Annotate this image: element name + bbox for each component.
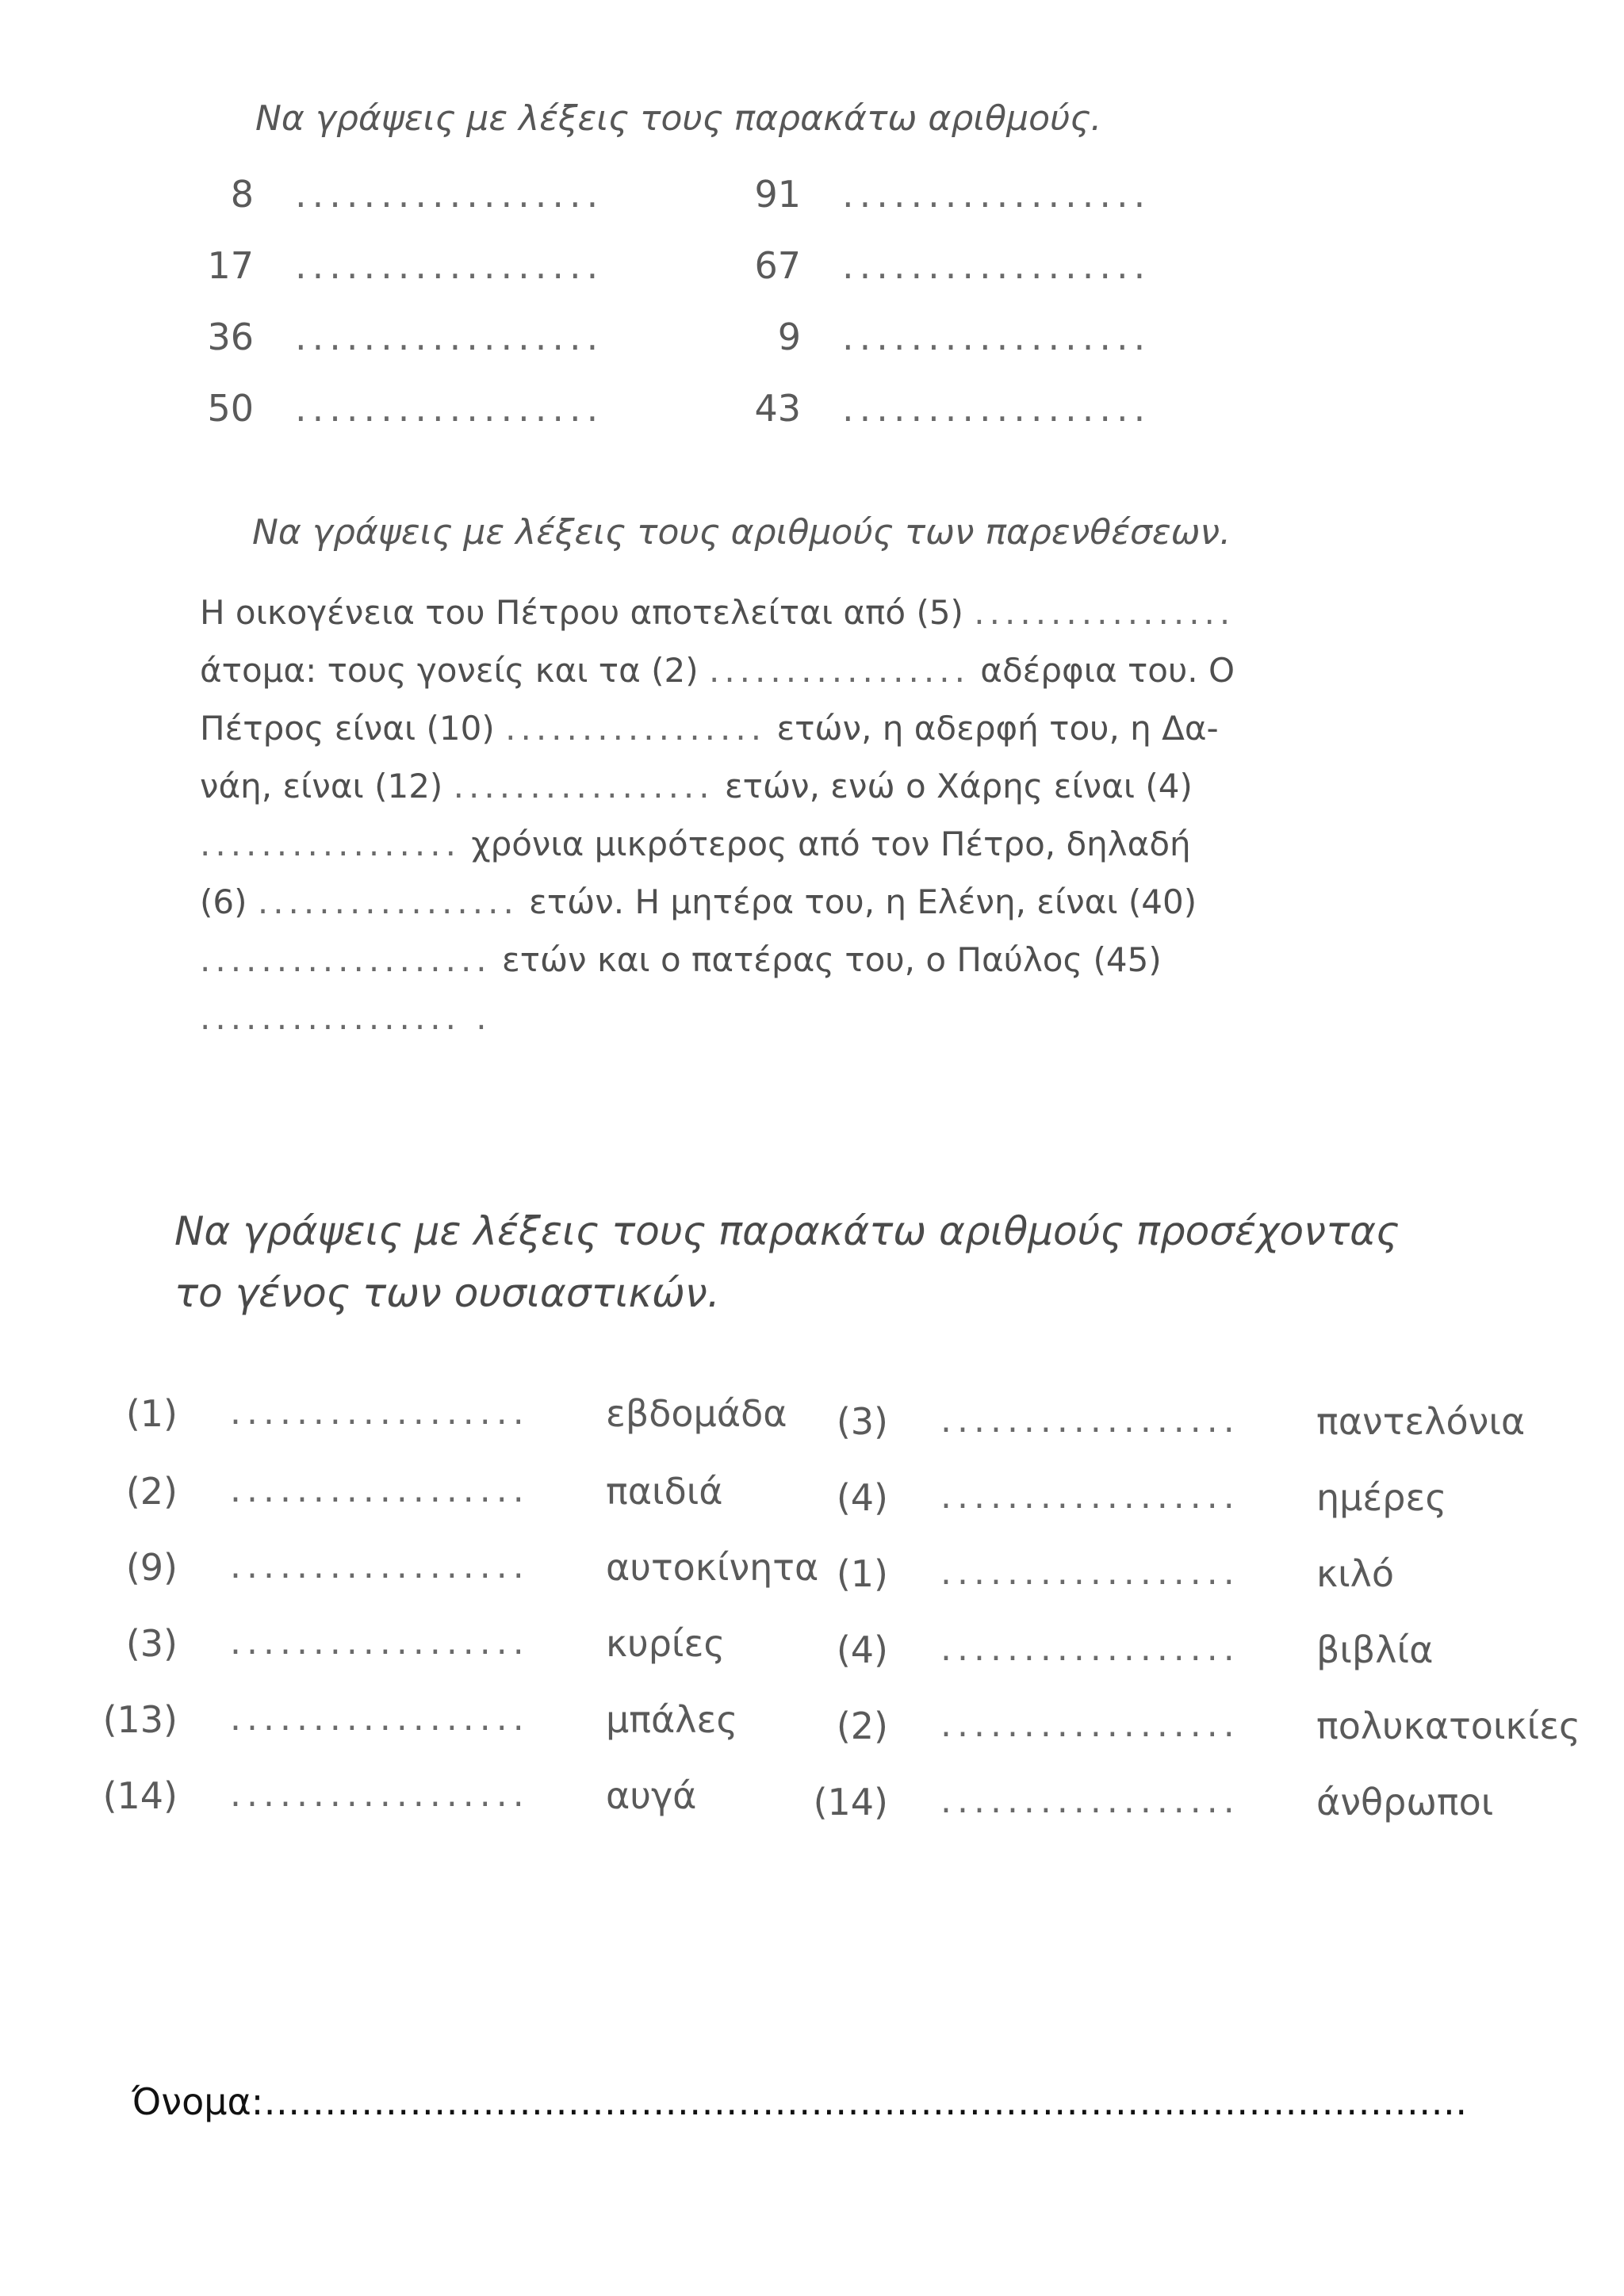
section1-instruction: Να γράψεις με λέξεις τους παρακάτω αριθμούς. [255, 98, 1102, 139]
count-left-4: (3) [125, 1622, 178, 1665]
name-label: Όνομα: [132, 2080, 264, 2123]
paragraph-text: χρόνια μικρότερος από τον Πέτρο, δηλαδή [460, 825, 1191, 863]
paragraph-line [200, 709, 1219, 748]
answer-line-right-1[interactable]: .................. [842, 173, 1151, 216]
count-right-3: (1) [836, 1552, 888, 1595]
paragraph-text: άτομα: τους γονείς και τα (2) [200, 651, 709, 690]
paragraph-line [200, 940, 1162, 979]
answer-line-left-4[interactable]: .................. [230, 1622, 530, 1663]
paragraph-text: Η οικογένεια του Πέτρου αποτελείται από (5) [200, 593, 975, 632]
answer-blank[interactable]: ................. . [200, 998, 492, 1037]
answer-line-left-1[interactable]: .................. [295, 173, 604, 216]
answer-line-left-2[interactable]: .................. [295, 244, 604, 287]
paragraph-line [200, 825, 1191, 863]
number-right-3: 9 [777, 316, 801, 358]
answer-line-right-4[interactable]: .................. [842, 387, 1151, 430]
answer-line-right-3[interactable]: .................. [940, 1552, 1240, 1593]
answer-line-right-5[interactable]: .................. [940, 1705, 1240, 1745]
count-right-6: (14) [813, 1781, 888, 1823]
noun-left-4: κυρίες [606, 1622, 726, 1665]
answer-line-right-3[interactable]: .................. [842, 316, 1151, 358]
answer-line-left-3[interactable]: .................. [230, 1546, 530, 1586]
paragraph-text: (6) [200, 882, 258, 921]
answer-blank[interactable]: ................. [974, 593, 1235, 632]
noun-right-4: βιβλία [1316, 1628, 1434, 1671]
count-left-3: (9) [125, 1546, 178, 1589]
paragraph-text: νάη, είναι (12) [200, 767, 454, 806]
answer-line-right-1[interactable]: .................. [940, 1400, 1240, 1441]
paragraph-text: ετών, ενώ ο Χάρης είναι (4) [714, 767, 1193, 806]
paragraph-text: Πέτρος είναι (10) [200, 709, 506, 748]
paragraph-text: αδέρφια του. Ο [969, 651, 1235, 690]
answer-blank[interactable]: ................... [200, 940, 492, 979]
count-right-1: (3) [836, 1400, 888, 1443]
number-right-4: 43 [754, 387, 801, 430]
answer-line-right-2[interactable]: .................. [842, 244, 1151, 287]
section3-instruction: Να γράψεις με λέξεις τους παρακάτω αριθμούς προσέχοντας το γένος των ουσιαστικών. [174, 1208, 1400, 1316]
noun-right-5: πολυκατοικίες [1316, 1705, 1581, 1747]
number-right-2: 67 [754, 244, 801, 287]
answer-line-left-5[interactable]: .................. [230, 1698, 530, 1739]
paragraph-line [200, 651, 1235, 690]
count-right-4: (4) [836, 1628, 888, 1671]
name-field[interactable] [132, 2080, 1468, 2123]
noun-right-3: κιλό [1316, 1552, 1395, 1595]
noun-left-5: μπάλες [606, 1698, 738, 1741]
paragraph-line [200, 767, 1193, 806]
answer-line-right-6[interactable]: .................. [940, 1781, 1240, 1821]
count-right-2: (4) [836, 1476, 888, 1519]
number-left-3: 36 [207, 316, 254, 358]
answer-line-left-6[interactable]: .................. [230, 1774, 530, 1815]
answer-line-right-2[interactable]: .................. [940, 1476, 1240, 1517]
count-left-6: (14) [102, 1774, 178, 1817]
paragraph-text: ετών. Η μητέρα του, η Ελένη, είναι (40) [518, 882, 1197, 921]
name-dots: ……………………………………………………………………………………… [263, 2080, 1468, 2123]
answer-blank[interactable]: ................. [453, 767, 714, 806]
answer-line-left-4[interactable]: .................. [295, 387, 604, 430]
answer-line-left-3[interactable]: .................. [295, 316, 604, 358]
count-right-5: (2) [836, 1705, 888, 1747]
answer-line-left-1[interactable]: .................. [230, 1392, 530, 1433]
noun-left-2: παιδιά [606, 1470, 723, 1513]
count-left-2: (2) [125, 1470, 178, 1513]
paragraph-text: ετών και ο πατέρας του, ο Παύλος (45) [491, 940, 1162, 979]
noun-right-6: άνθρωποι [1316, 1781, 1494, 1823]
count-left-5: (13) [102, 1698, 178, 1741]
number-right-1: 91 [754, 173, 801, 216]
paragraph-line [200, 998, 492, 1037]
answer-blank[interactable]: ................. [708, 651, 970, 690]
count-left-1: (1) [125, 1392, 178, 1435]
answer-line-left-2[interactable]: .................. [230, 1470, 530, 1510]
answer-line-right-4[interactable]: .................. [940, 1628, 1240, 1669]
noun-right-1: παντελόνια [1316, 1400, 1526, 1443]
paragraph-line [200, 593, 1235, 632]
noun-left-6: αυγά [606, 1774, 697, 1817]
noun-left-1: εβδομάδα [606, 1392, 787, 1435]
noun-left-3: αυτοκίνητα [606, 1546, 819, 1589]
answer-blank[interactable]: ................. [257, 882, 519, 921]
paragraph-line [200, 882, 1197, 921]
number-left-4: 50 [207, 387, 254, 430]
paragraph-text: ετών, η αδερφή του, η Δα- [766, 709, 1219, 748]
noun-right-2: ημέρες [1316, 1476, 1447, 1519]
section2-instruction: Να γράψεις με λέξεις τους αριθμούς των παρενθέσεων. [252, 512, 1231, 553]
answer-blank[interactable]: ................. [505, 709, 767, 748]
number-left-2: 17 [207, 244, 254, 287]
number-left-1: 8 [230, 173, 254, 216]
answer-blank[interactable]: ................. [200, 825, 461, 863]
